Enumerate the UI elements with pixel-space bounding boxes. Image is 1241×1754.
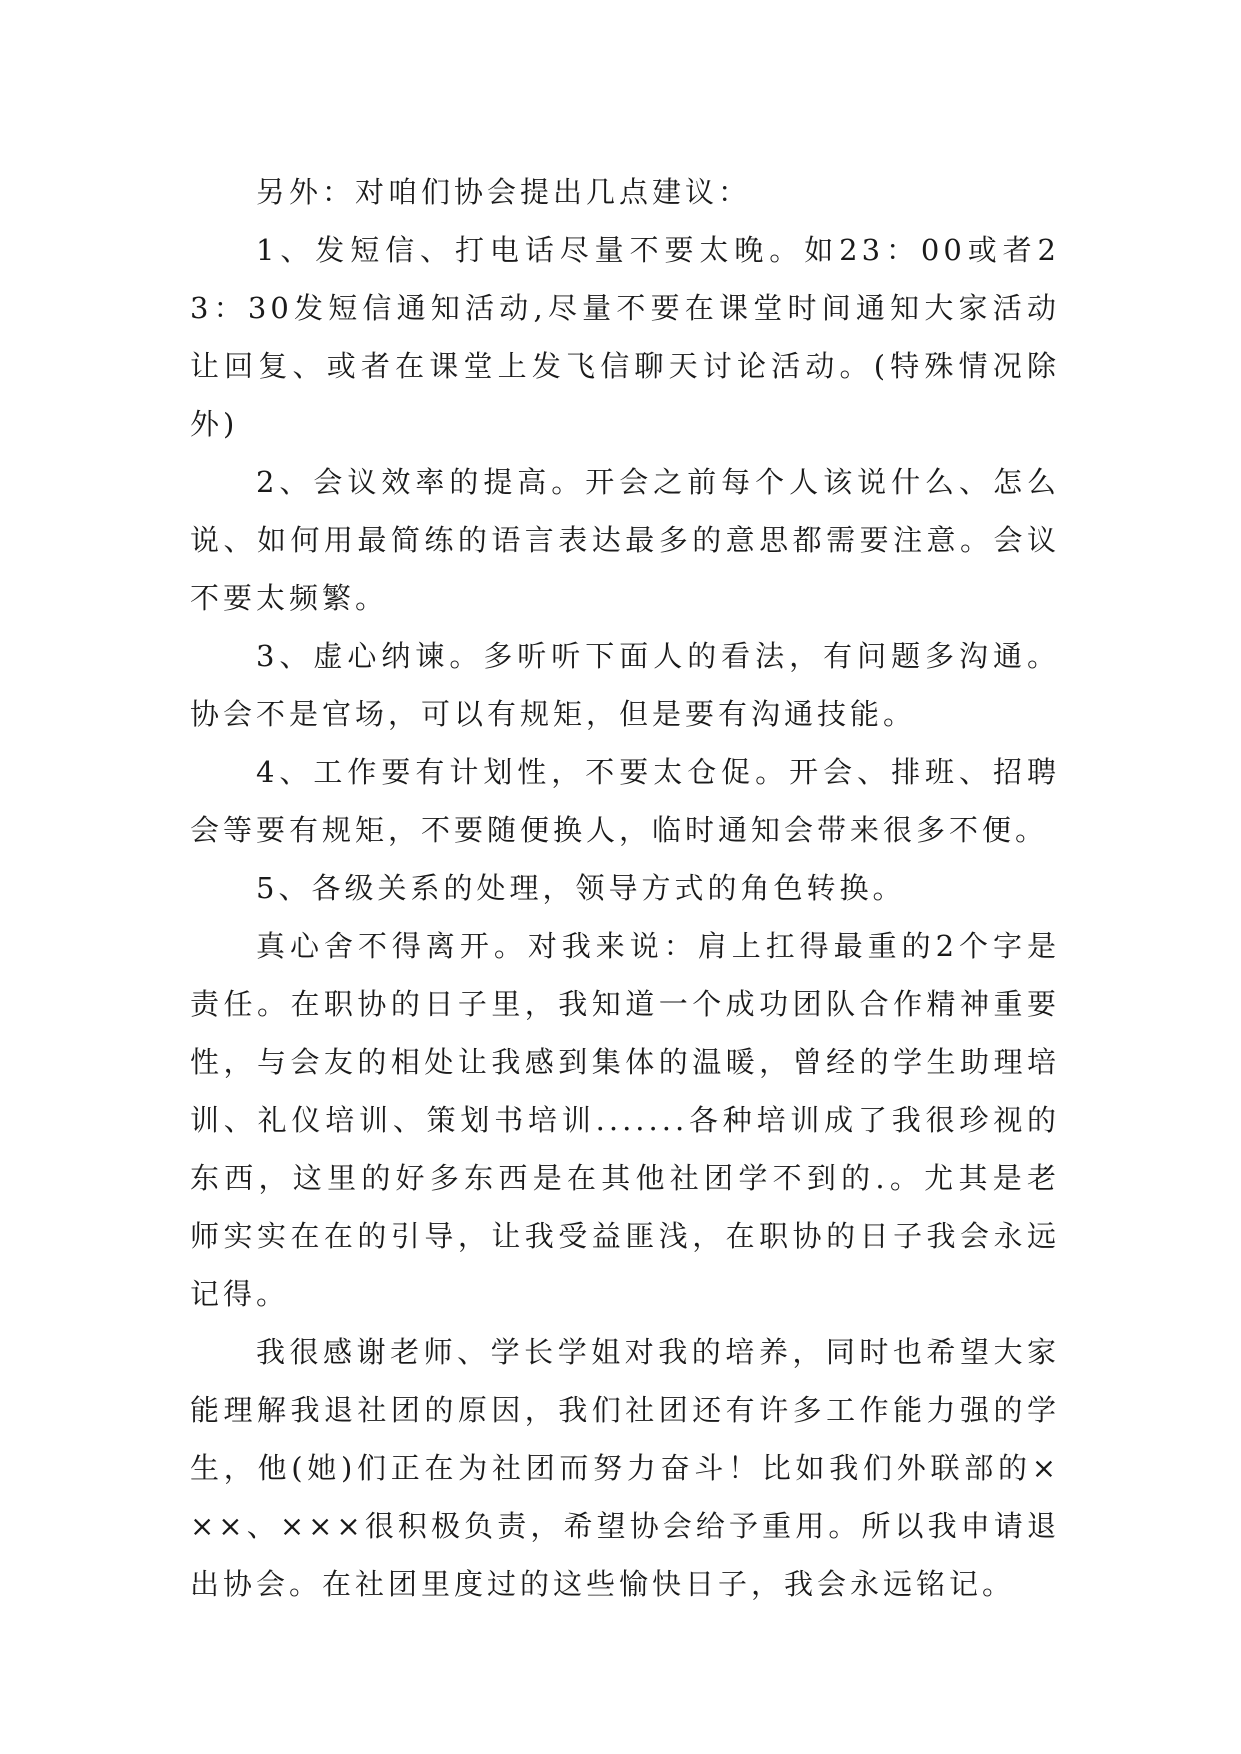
paragraph-suggestion-1: 1、发短信、打电话尽量不要太晚。如23：00或者23：30发短信通知活动,尽量不要在课堂时间通知大家活动让回复、或者在课堂上发飞信聊天讨论活动。(特殊情况除外) (190, 233, 1060, 441)
paragraph-suggestion-4: 4、工作要有计划性，不要太仓促。开会、排班、招聘会等要有规矩，不要随便换人，临时通知会带来很多不便。 (190, 755, 1060, 847)
paragraph-closing: 我很感谢老师、学长学姐对我的培养，同时也希望大家能理解我退社团的原因，我们社团还有许多工作能力强的学生，他(她)们正在为社团而努力奋斗！比如我们外联部的×××、×××很积极负责，希望协会给予重用。所以我申请退出协会。在社团里度过的这些愉快日子，我会永远铭记。 (190, 1335, 1060, 1601)
paragraph-suggestion-5: 5、各级关系的处理，领导方式的角色转换。 (256, 871, 906, 905)
paragraph-suggestion-2: 2、会议效率的提高。开会之前每个人该说什么、怎么说、如何用最简练的语言表达最多的意思都需要注意。会议不要太频繁。 (190, 465, 1060, 615)
document-body (190, 163, 1060, 1613)
paragraph-suggestion-3: 3、虚心纳谏。多听听下面人的看法，有问题多沟通。协会不是官场，可以有规矩，但是要有沟通技能。 (190, 639, 1060, 731)
paragraph-reflection: 真心舍不得离开。对我来说：肩上扛得最重的2个字是责任。在职协的日子里，我知道一个成功团队合作精神重要性，与会友的相处让我感到集体的温暖，曾经的学生助理培训、礼仪培训、策划书培训.......各种培训成了我很珍视的东西，这里的好多东西是在其他社团学不到的.。尤其是老师实实在在的引导，让我受益匪浅，在职协的日子我会永远记得。 (190, 929, 1060, 1311)
paragraph-suggestions-intro: 另外：对咱们协会提出几点建议： (256, 175, 752, 209)
